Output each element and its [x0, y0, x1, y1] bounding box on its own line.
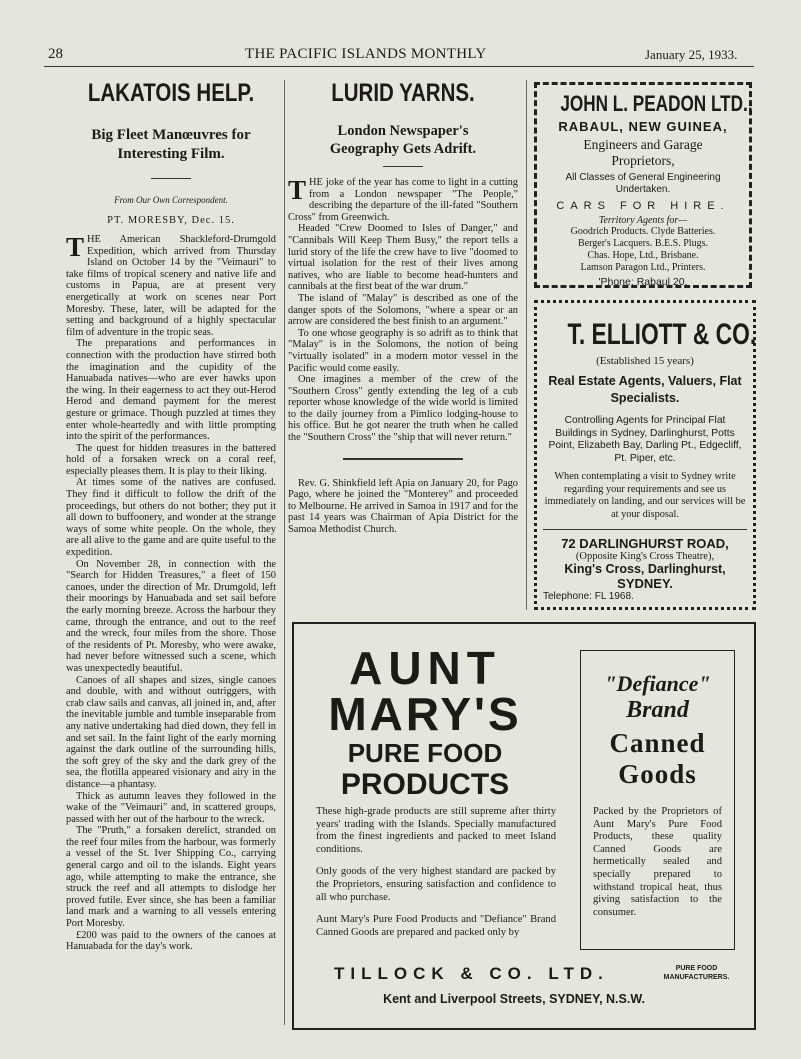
ad-line: Chas. Hope, Ltd., Brisbane. — [587, 250, 699, 261]
divider — [383, 166, 423, 167]
box-title: Goods — [618, 759, 697, 789]
ad-paragraph: Only goods of the very highest standard are packed by the Proprietors, ensuring satisfaction and confidence to all who purchase. — [316, 866, 556, 903]
ad-line: Goodrich Products. Clyde Batteries. — [570, 226, 716, 237]
box-text: Packed by the Proprietors of Aunt Mary's Pure Food Products, these quality Canned Goods are hermetically sealed and specially prepared to withstand tropical heat, thus giving satisfaction to the consumer. — [593, 806, 722, 918]
company-location: RABAUL, NEW GUINEA, — [558, 119, 728, 134]
drop-cap: T — [66, 232, 85, 262]
article-headline: LURID YARNS. — [331, 79, 475, 107]
article-paragraph: THE joke of the year has come to light in a cutting from a London newspaper "The People," describing the departure of the ill-fated "Southern Cross" from Greenwich. — [288, 175, 518, 223]
ad-line: SYDNEY. — [617, 576, 673, 591]
drop-cap: T — [288, 175, 307, 205]
ad-line: Telephone: FL 1968. — [543, 591, 634, 602]
ad-peadon — [534, 82, 752, 288]
article-paragraph: The preparations and performances in connection with the production have stirred both the imagination and the cupidity of the Hanuabada natives—who are ever hawks upon the wing. In their eagerness to act they out-Herod Herod and demand payment for the merest gesture or grimace. Though puzzled at times they enter whole-heartedly and with little prompting into the spirit of the performances. — [66, 338, 276, 443]
ad-line: Proprietors, — [611, 153, 675, 168]
article-paragraph: At times some of the natives are confused. They find it difficult to follow the drift of the proceedings, but others do not bother; they put it all down to buffoonery, and wonder at the strange ways of some white people. On the whole, they are all alive to the game and are quite useful to the expedition. — [66, 477, 276, 559]
company-name: TILLOCK & CO. LTD. — [334, 964, 609, 983]
article-paragraph: Thick as autumn leaves they followed in the wake of the "Veimauri" and, in scattered groups, passed with her out of the harbour to the wreck. — [66, 790, 276, 825]
article-paragraph: The "Pruth," a forsaken derelict, stranded on the reef four miles from the harbour, was formerly a vessel of the St. Iver Shipping Co., carrying general cargo and oil to the islands. Eight years ago, while attempting to make the entrance, she struck the reef and all attempts to dislodge her proved futile. Ever since, she has been a familiar land mark and a warning to all vessels entering Port Moresby. — [66, 825, 276, 930]
article-subhead: London Newspaper's Geography Gets Adrift. — [329, 123, 477, 157]
brand-title: MARY'S — [328, 688, 522, 740]
news-note: Rev. G. Shinkfield left Apia on January 20, for Pago Pago, where he joined the "Monterey" and proceeded to Melbourne. He arrived in Samoa in 1917 and for the past 14 years was Chairman of Apia District for the Samoa Methodist Church. — [288, 477, 518, 536]
divider — [543, 529, 747, 530]
byline: From Our Own Correspondent. — [114, 195, 228, 205]
ad-line: 72 DARLINGHURST ROAD, — [561, 536, 729, 551]
column-rule — [526, 80, 527, 610]
ad-line: When contemplating a visit to Sydney write regarding your requirements and see us immediately on landing, and our services will be at your disposal. — [544, 471, 746, 520]
ad-line: Engineers and Garage — [583, 137, 703, 152]
ad-line: Real Estate Agents, Valuers, Flat Specialists. — [548, 374, 742, 405]
ad-line: 'Phone: Rabaul 20. — [598, 276, 688, 288]
divider — [343, 458, 463, 460]
dateline: PT. MORESBY, Dec. 15. — [107, 215, 235, 226]
ad-line: CARS FOR HIRE. — [556, 200, 730, 212]
brand-products: PRODUCTS — [340, 768, 510, 801]
article-paragraph: One imagines a member of the crew of the "Southern Cross" gently extending the leg of a cub reporter whose knowledge of the wide world is limited to the daily journey from a Pimlico lodging-house to his office. But he got nearer the truth when he called the "Southern Cross" the "ship that will never return." — [288, 374, 518, 444]
brand-title: AUNT — [349, 642, 501, 694]
company-address: Kent and Liverpool Streets, SYDNEY, N.S.W. — [383, 992, 645, 1006]
ad-paragraph: Aunt Mary's Pure Food Products and "Defiance" Brand Canned Goods are prepared and packed only by — [316, 914, 556, 938]
ad-line: Territory Agents for— — [598, 215, 688, 226]
brand-products: PURE FOOD — [347, 738, 503, 768]
article-paragraph: On November 28, in connection with the "Search for Hidden Treasures," a fleet of 150 canoes, under the direction of Mr. Drumgold, left their moorings by Hanuabada and set sail before the early morning breeze. Across the harbour they came, through the entrance, and out to the reef and the wreck, four miles from the shore. Those of the residents of Pt. Moresby, who were awake, had never before witnessed such a scene, which was unexpectedly beautiful. — [66, 558, 276, 674]
company-name: JOHN L. PEADON LTD., — [560, 91, 753, 116]
box-title: Brand — [626, 697, 689, 723]
article-paragraph: The island of "Malay" is described as one of the danger spots of the Solomons, "where a spear or an arrow are considered the best finish to an argument." — [288, 292, 518, 328]
ad-line: All Classes of General Engineering Undertaken. — [565, 172, 721, 195]
article-lurid-yarns — [288, 78, 518, 536]
article-paragraph: Canoes of all shapes and sizes, single canoes and double, with and without outriggers, with crab claw sails and canvas, all joined in, and, after the inevitable jumble and tumble inseparable from any native undertaking had died down, they fell in and set sail. In the faint light of the early morning against the dark outline of the surrounding hills, the soft grey of the sky and the dark grey of the sea, the flotilla appeared visionary and airy in the distance—a phantasy. — [66, 674, 276, 790]
ad-line: (Opposite King's Cross Theatre), — [575, 551, 715, 562]
company-note: PURE FOOD MANUFACTURERS. — [663, 965, 730, 981]
defiance-box — [580, 650, 735, 950]
ad-line: Controlling Agents for Principal Flat Buildings in Sydney, Darlinghurst, Potts Point, Elizabeth Bay, Darling Pt., Edgecliff, Pt. Piper, etc. — [548, 415, 742, 464]
article-subhead: Big Fleet Manœuvres for Interesting Film. — [91, 127, 251, 162]
divider — [151, 178, 191, 179]
page-number: 28 — [48, 46, 63, 62]
ad-aunt-marys — [292, 622, 756, 1030]
article-headline: LAKATOIS HELP. — [87, 79, 255, 107]
article-paragraph: The quest for hidden treasures in the battered hold of a forsaken wreck on a coral reef, especially pleases them. It is play to their liking. — [66, 442, 276, 477]
ad-paragraph: These high-grade products are still supreme after thirty years' trading with the Islands. Specially manufactured from the finest ingredients and packed to meet Island conditions. — [316, 806, 556, 855]
ad-line: King's Cross, Darlinghurst, — [564, 562, 726, 576]
ad-line: Lamson Paragon Ltd., Printers. — [580, 262, 706, 273]
header-rule — [44, 66, 754, 67]
article-paragraph: To one whose geography is so adrift as to think that "Malay" is in the Solomons, the notion of being "virtually isolated" in a modern motor vessel in the Pacific would come easily. — [288, 327, 518, 374]
ad-line: (Established 15 years) — [596, 355, 694, 367]
column-rule — [284, 80, 285, 1025]
publication-title: THE PACIFIC ISLANDS MONTHLY — [245, 46, 487, 62]
issue-date: January 25, 1933. — [645, 47, 738, 62]
box-title: Canned — [609, 728, 706, 758]
article-paragraph: THE American Shackleford-Drumgold Expedition, which arrived from Thursday Island on October 14 by the "Veimauri" to take films of tropical scenery and native life and customs in Papua, are at present very energetically at work on scenes near Port Moresby. These, later, will be adapted for the setting and background of a highly spectacular film of adventure in the tropic seas. — [66, 232, 276, 338]
ad-elliott — [534, 300, 756, 610]
company-name: T. ELLIOTT & CO. — [567, 318, 757, 351]
ad-line: Berger's Lacquers. B.E.S. Plugs. — [578, 238, 708, 249]
article-paragraph: Headed "Crew Doomed to Isles of Danger," and "Cannibals Will Keep Them Busy," the report tells a lurid story of the life the crew have to live "doomed to virtual isolation for the rest of their lives among natives, who are liable to become head-hunters and cannibals at the first beat of the war drum." — [288, 223, 518, 293]
box-title: "Defiance" — [604, 671, 711, 696]
article-paragraph: £200 was paid to the owners of the canoes at Hanuabada for the day's work. — [66, 929, 276, 953]
article-lakatois — [66, 78, 276, 953]
ad-body — [316, 806, 556, 939]
